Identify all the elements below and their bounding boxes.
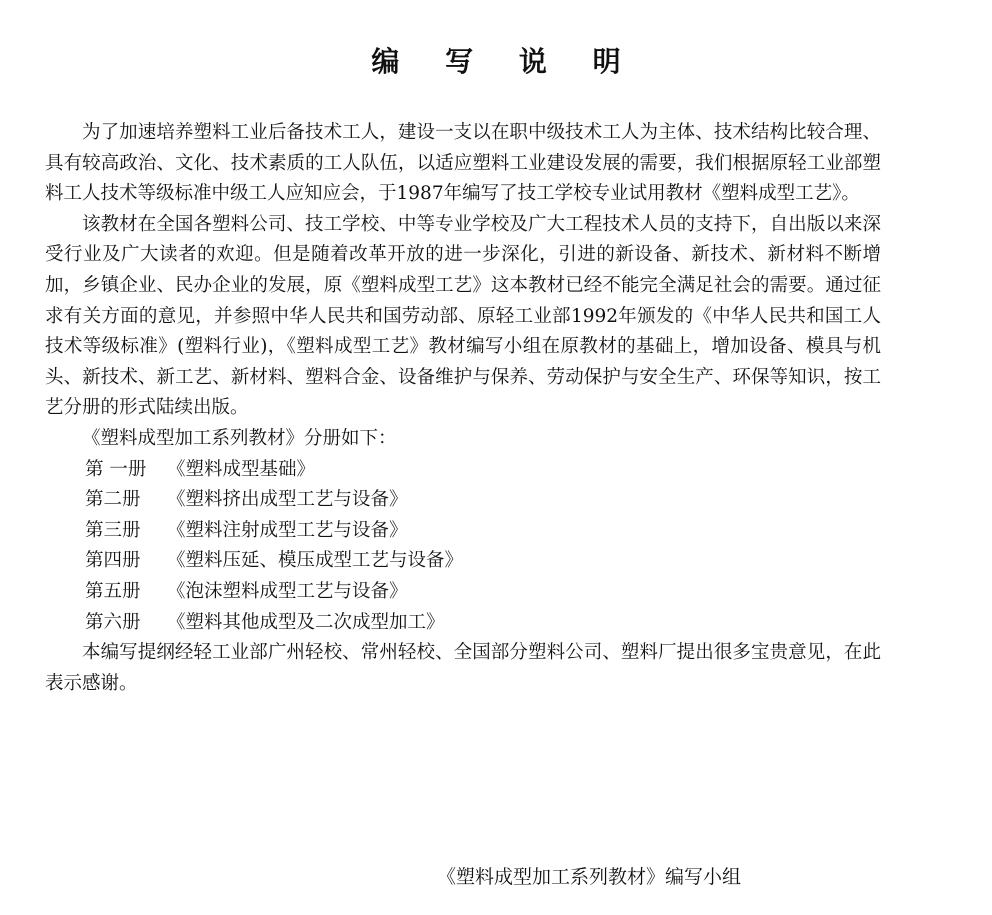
volume-item [45,577,881,608]
volume-item [45,455,881,486]
volume-item [45,608,881,639]
volume-title: 《塑料其他成型及二次成型加工》 [167,611,445,633]
volume-number: 第三册 [85,519,141,541]
volume-number: 第二册 [85,489,141,511]
paragraph-intro: 为了加速培养塑料工业后备技术工人，建设一支以在职中级技术工人为主体、技术结构比较合理、具有较高政治、文化、技术素质的工人队伍，以适应塑料工业建设发展的需要，我们根据原轻工业部塑料工人技术等级标准中级工人应知应会，于1987年编写了技工学校专业试用教材《塑料成型工艺》。 [45,122,881,205]
paragraph-volumes-intro: 《塑料成型加工系列教材》分册如下： [82,427,397,449]
volume-item [45,516,881,547]
page-title: 编 写 说 明 [371,45,639,78]
volume-title: 《塑料注射成型工艺与设备》 [167,519,408,541]
volume-title: 《塑料挤出成型工艺与设备》 [167,489,408,511]
volume-item [45,546,881,577]
signature: 《塑料成型加工系列教材》编写小组 [437,866,742,888]
volume-number: 第 一册 [85,458,147,480]
volume-list [45,455,881,639]
paragraph-acknowledgement: 本编写提纲经轻工业部广州轻校、常州轻校、全国部分塑料公司、塑料厂提出很多宝贵意见，在此表示感谢。 [45,642,881,694]
paragraph-history: 该教材在全国各塑料公司、技工学校、中等专业学校及广大工程技术人员的支持下，自出版以来深受行业及广大读者的欢迎。但是随着改革开放的进一步深化，引进的新设备、新技术、新材料不断增加，乡镇企业、民办企业的发展，原《塑料成型工艺》这本教材已经不能完全满足社会的需要。通过征求有关方面的意见，并参照中华人民共和国劳动部、原轻工业部1992年颁发的《中华人民共和国工人技术等级标准》(塑料行业)，《塑料成型工艺》教材编写小组在原教材的基础上，增加设备、模具与机头、新技术、新工艺、新材料、塑料合金、设备维护与保养、劳动保护与安全生产、环保等知识，按工艺分册的形式陆续出版。 [45,213,881,419]
volume-title: 《泡沫塑料成型工艺与设备》 [167,580,408,602]
volume-number: 第四册 [85,550,141,572]
volume-title: 《塑料压延、模压成型工艺与设备》 [167,550,464,572]
volume-title: 《塑料成型基础》 [167,458,316,480]
volume-number: 第六册 [85,611,141,633]
volume-number: 第五册 [85,580,141,602]
document-body [45,118,881,699]
volume-item [45,485,881,516]
